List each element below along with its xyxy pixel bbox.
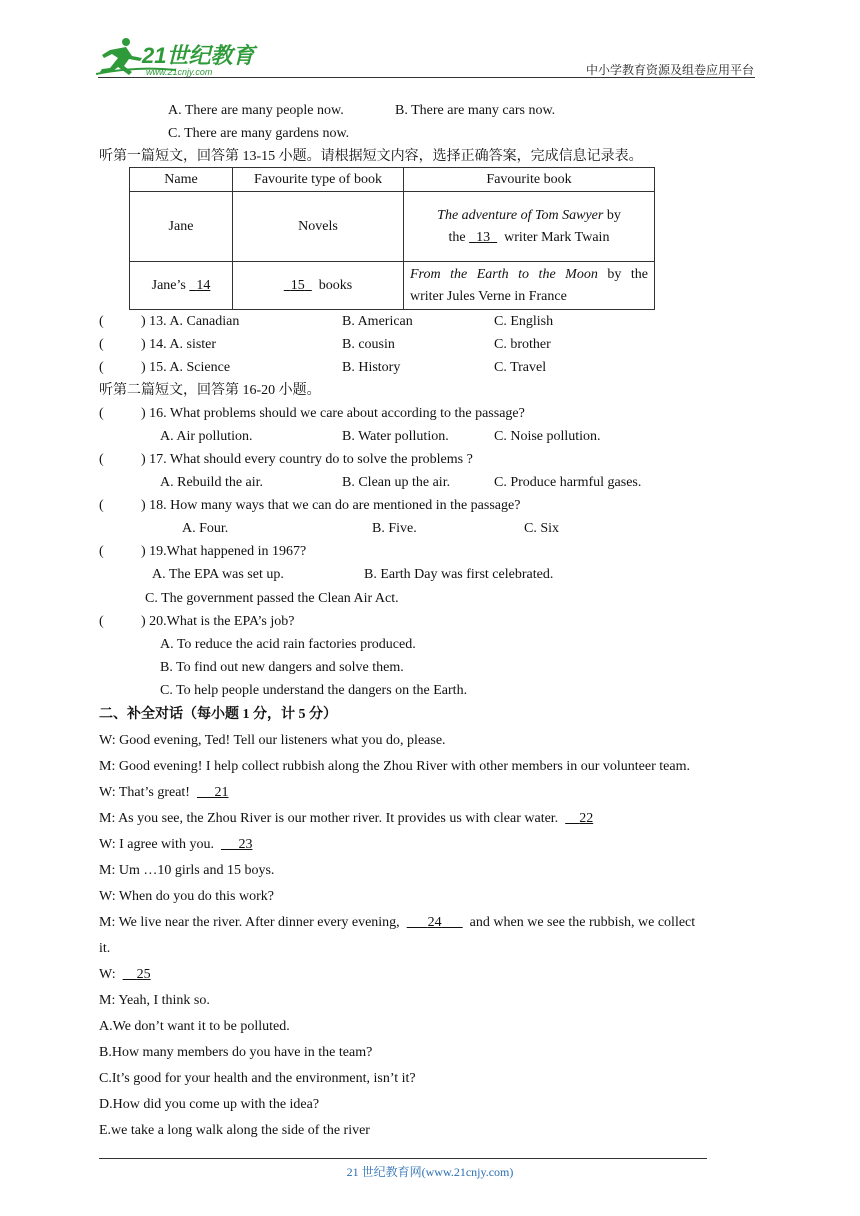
header-divider bbox=[98, 77, 755, 78]
table-cell-name-relative: Jane’s 14 bbox=[130, 262, 233, 310]
dialogue-line-6: M: Um …10 girls and 15 boys. bbox=[99, 863, 275, 878]
section2-title: 二、补全对话（每小题 1 分，计 5 分） bbox=[99, 707, 337, 722]
q17-paren: ( bbox=[99, 452, 104, 467]
q17-option-b: B. Clean up the air. bbox=[342, 475, 451, 490]
runner-logo-icon bbox=[96, 36, 266, 78]
q20-option-c: C. To help people understand the dangers on the Earth. bbox=[160, 683, 468, 698]
q20-option-a: A. To reduce the acid rain factories produced. bbox=[160, 637, 416, 652]
section-passage2-instructions: 听第二篇短文，回答第 16-20 小题。 bbox=[99, 383, 321, 398]
q16-option-b: B. Water pollution. bbox=[342, 429, 449, 444]
q14-option-c: C. brother bbox=[494, 337, 551, 352]
q18-option-a: A. Four. bbox=[182, 521, 229, 536]
q15-option-c: C. Travel bbox=[494, 360, 547, 375]
q17-option-c: C. Produce harmful gases. bbox=[494, 475, 642, 490]
dialogue-line-8: M: We live near the river. After dinner every evening, 24 and when we see the rubbish, we collect bbox=[99, 915, 696, 930]
q18-stem: ) 18. How many ways that we can do are mentioned in the passage? bbox=[141, 498, 521, 513]
blank-15: 15 bbox=[290, 277, 305, 293]
q19-paren: ( bbox=[99, 544, 104, 559]
q12-option-c: C. There are many gardens now. bbox=[168, 126, 350, 141]
q18-option-c: C. Six bbox=[524, 521, 560, 536]
q20-option-b: B. To find out new dangers and solve them. bbox=[160, 660, 404, 675]
q15-stem: ) 15. A. Science bbox=[141, 360, 231, 375]
q15-option-b: B. History bbox=[342, 360, 401, 375]
q16-paren: ( bbox=[99, 406, 104, 421]
table-cell-type-blank: 15 books bbox=[233, 262, 404, 310]
q19-stem: ) 19.What happened in 1967? bbox=[141, 544, 307, 559]
q15-paren: ( bbox=[99, 360, 104, 375]
table-header-book: Favourite book bbox=[404, 168, 655, 192]
dialogue-line-3: W: That’s great! 21 bbox=[99, 785, 229, 800]
table-cell-book2: From the Earth to the Moon by the writer Jules Verne in France bbox=[404, 262, 655, 310]
dialogue-line-2: M: Good evening! I help collect rubbish along the Zhou River with other members in our volunteer team. bbox=[99, 759, 690, 774]
dialogue-line-7: W: When do you do this work? bbox=[99, 889, 274, 904]
site-logo bbox=[96, 36, 266, 78]
q19-option-c: C. The government passed the Clean Air Act. bbox=[145, 591, 399, 606]
dialogue-line-10: M: Yeah, I think so. bbox=[99, 993, 210, 1008]
q13-option-b: B. American bbox=[342, 314, 413, 329]
dialogue-line-5: W: I agree with you. 23 bbox=[99, 837, 253, 852]
dialogue-line-8-cont: it. bbox=[99, 941, 111, 956]
q12-option-b: B. There are many cars now. bbox=[395, 103, 556, 118]
q14-paren: ( bbox=[99, 337, 104, 352]
choice-d: D.How did you come up with the idea? bbox=[99, 1097, 320, 1112]
blank-25: 25 bbox=[136, 967, 151, 982]
logo-text: 21世纪教育 bbox=[142, 43, 255, 68]
dialogue-line-1: W: Good evening, Ted! Tell our listeners what you do, please. bbox=[99, 733, 446, 748]
blank-13: 13 bbox=[476, 229, 491, 245]
dialogue-line-9: W: 25 bbox=[99, 967, 151, 982]
choice-e: E.we take a long walk along the side of the river bbox=[99, 1123, 370, 1138]
q20-paren: ( bbox=[99, 614, 104, 629]
q17-stem: ) 17. What should every country do to solve the problems ? bbox=[141, 452, 473, 467]
blank-23: 23 bbox=[238, 837, 253, 852]
q13-paren: ( bbox=[99, 314, 104, 329]
q14-stem: ) 14. A. sister bbox=[141, 337, 217, 352]
blank-22: 22 bbox=[579, 811, 594, 826]
header-platform-text: 中小学教育资源及组卷应用平台 bbox=[585, 63, 754, 77]
footer-text: 21 世纪教育网(www.21cnjy.com) bbox=[346, 1165, 514, 1179]
table-header-type: Favourite type of book bbox=[233, 168, 404, 192]
section-passage1-instructions: 听第一篇短文，回答第 13-15 小题。请根据短文内容，选择正确答案，完成信息记录表。 bbox=[99, 149, 643, 164]
info-record-table bbox=[129, 167, 655, 310]
table-cell-name-jane: Jane bbox=[130, 192, 233, 262]
choice-c: C.It’s good for your health and the environment, isn’t it? bbox=[99, 1071, 416, 1086]
q18-option-b: B. Five. bbox=[372, 521, 417, 536]
table-cell-type-novels: Novels bbox=[233, 192, 404, 262]
q12-option-a: A. There are many people now. bbox=[168, 103, 344, 118]
blank-24: 24 bbox=[427, 915, 442, 930]
q17-option-a: A. Rebuild the air. bbox=[160, 475, 264, 490]
blank-14: 14 bbox=[196, 277, 211, 293]
q13-option-c: C. English bbox=[494, 314, 554, 329]
choice-b: B.How many members do you have in the team? bbox=[99, 1045, 373, 1060]
footer-divider bbox=[99, 1158, 707, 1159]
q18-paren: ( bbox=[99, 498, 104, 513]
q19-option-b: B. Earth Day was first celebrated. bbox=[364, 567, 554, 582]
q14-option-b: B. cousin bbox=[342, 337, 395, 352]
table-header-name: Name bbox=[130, 168, 233, 192]
blank-21: 21 bbox=[214, 785, 229, 800]
q16-option-a: A. Air pollution. bbox=[160, 429, 253, 444]
q20-stem: ) 20.What is the EPA’s job? bbox=[141, 614, 295, 629]
table-cell-book1: The adventure of Tom Sawyer by the 13 writer Mark Twain bbox=[404, 192, 655, 262]
q19-option-a: A. The EPA was set up. bbox=[152, 567, 284, 582]
q13-stem: ) 13. A. Canadian bbox=[141, 314, 240, 329]
choice-a: A.We don’t want it to be polluted. bbox=[99, 1019, 290, 1034]
svg-text:www.21cnjy.com: www.21cnjy.com bbox=[146, 67, 213, 77]
q16-stem: ) 16. What problems should we care about according to the passage? bbox=[141, 406, 525, 421]
dialogue-line-4: M: As you see, the Zhou River is our mother river. It provides us with clear water. 22 bbox=[99, 811, 594, 826]
q16-option-c: C. Noise pollution. bbox=[494, 429, 601, 444]
